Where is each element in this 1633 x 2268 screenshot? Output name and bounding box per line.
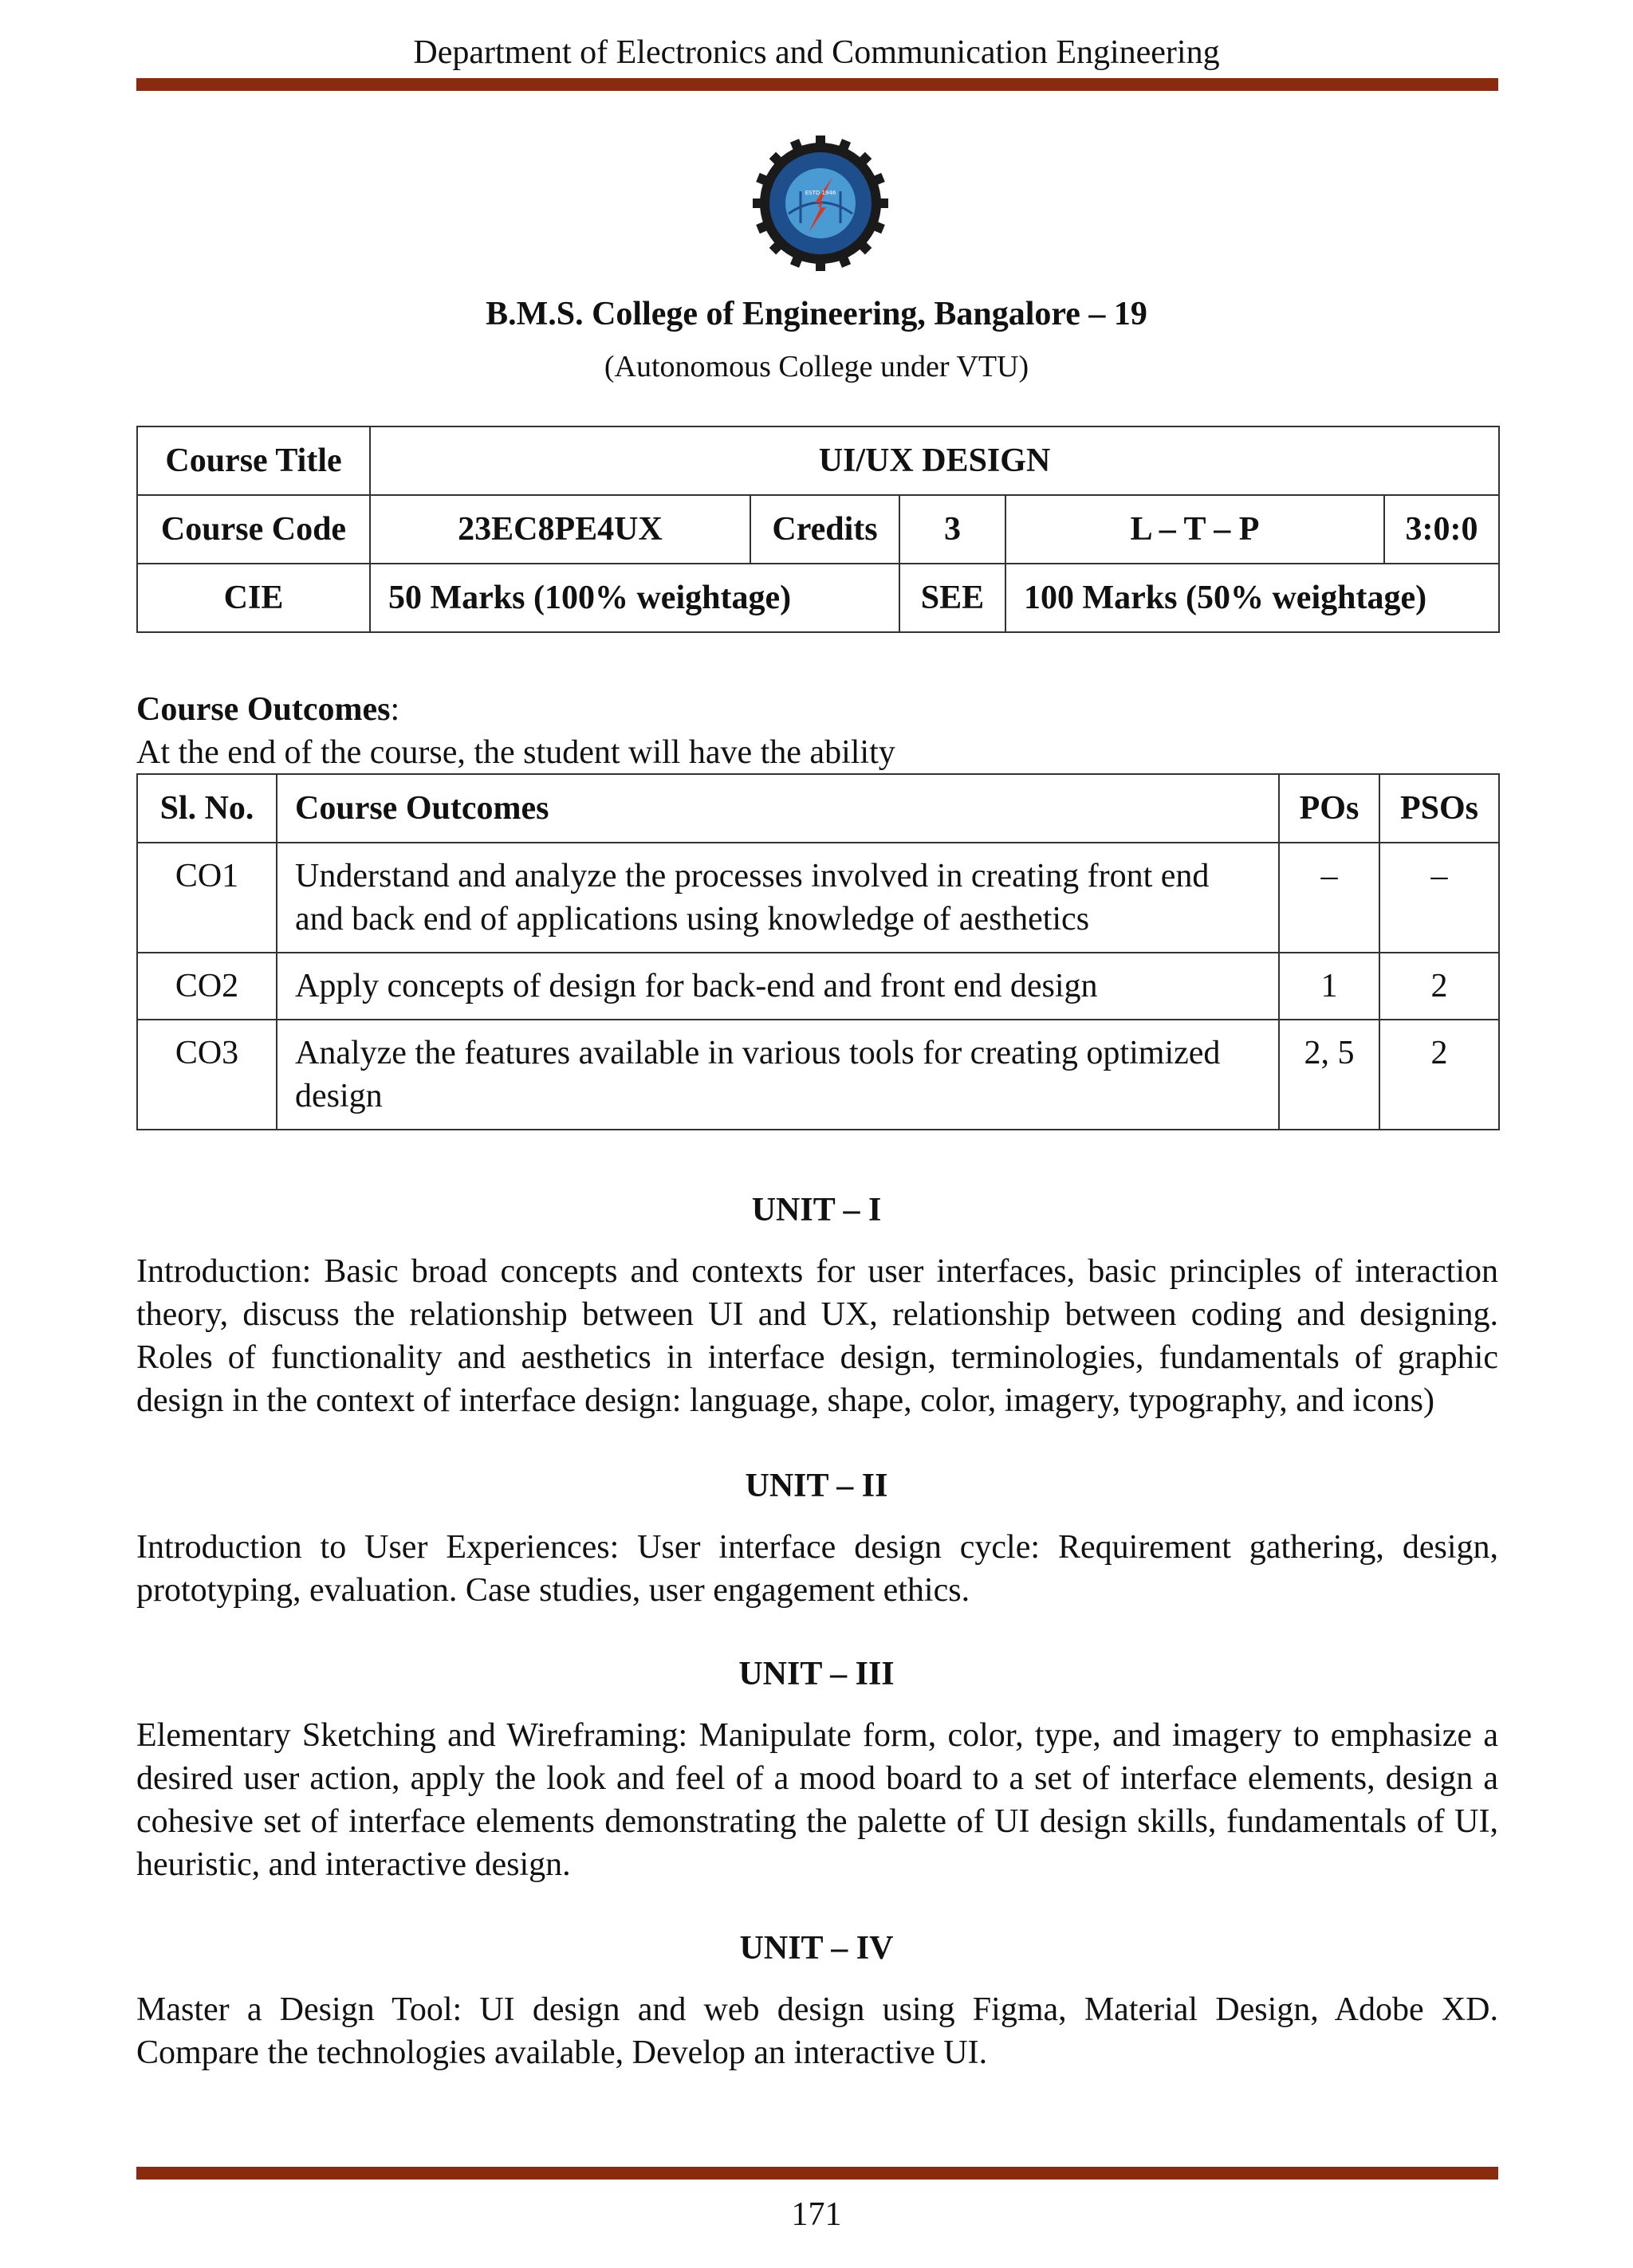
- see-value: 100 Marks (50% weightage): [1005, 564, 1499, 632]
- co-pos: 2, 5: [1279, 1020, 1379, 1130]
- co-id: CO2: [137, 953, 277, 1020]
- course-title-label: Course Title: [137, 426, 370, 495]
- course-outcomes-intro: At the end of the course, the student will have the ability: [136, 734, 895, 771]
- course-outcomes-heading: Course Outcomes:: [136, 691, 400, 728]
- footer-rule: [136, 2167, 1498, 2180]
- course-outcomes-table: [136, 773, 1500, 1130]
- co-psos: 2: [1379, 1020, 1499, 1130]
- column-header: Course Outcomes: [277, 774, 1279, 843]
- credits-value: 3: [899, 495, 1005, 564]
- table-row: [137, 1020, 1499, 1130]
- unit-1-text: Introduction: Basic broad concepts and contexts for user interfaces, basic principles of interaction theory, discuss the relationship between UI and UX, relationship between coding and designing. Roles of functionality and aesthetics in interface design, terminologies, fundamentals of graphic design in the context of interface design: language, shape, color, imagery, typography, and icons): [136, 1253, 1498, 1419]
- unit-2-text: Introduction to User Experiences: User interface design cycle: Requirement gathering, design, prototyping, evaluation. Case studies, user engagement ethics.: [136, 1529, 1498, 1609]
- column-header: POs: [1279, 774, 1379, 843]
- college-logo: [753, 136, 888, 271]
- co-id: CO1: [137, 843, 277, 953]
- unit-4-title: UNIT – IV: [739, 1930, 894, 1967]
- college-subtitle: (Autonomous College under VTU): [604, 350, 1029, 383]
- co-id: CO3: [137, 1020, 277, 1130]
- credits-label: Credits: [750, 495, 899, 564]
- ltp-value: 3:0:0: [1384, 495, 1499, 564]
- unit-2-title: UNIT – II: [745, 1468, 888, 1504]
- cie-label: CIE: [137, 564, 370, 632]
- unit-1-title: UNIT – I: [751, 1192, 882, 1228]
- unit-3-text: Elementary Sketching and Wireframing: Manipulate form, color, type, and imagery to emphasize a desired user action, apply the look and feel of a mood board to a set of interface elements, design a cohesive set of interface elements demonstrating the palette of UI design skills, fundamentals of UI, heuristic, and interactive design.: [136, 1717, 1498, 1883]
- co-psos: 2: [1379, 953, 1499, 1020]
- co-text: Analyze the features available in various tools for creating optimized design: [277, 1020, 1279, 1130]
- header-rule: [136, 78, 1498, 91]
- department-header: Department of Electronics and Communication Engineering: [413, 34, 1220, 71]
- see-label: SEE: [899, 564, 1005, 632]
- table-row: [137, 953, 1499, 1020]
- course-info-table: [136, 426, 1500, 633]
- course-code-label: Course Code: [137, 495, 370, 564]
- co-text: Understand and analyze the processes involved in creating front end and back end of applications using knowledge of aesthetics: [277, 843, 1279, 953]
- course-code-value: 23EC8PE4UX: [370, 495, 750, 564]
- logo-center-text: ESTD 1946: [805, 190, 836, 196]
- co-pos: –: [1279, 843, 1379, 953]
- unit-4-text: Master a Design Tool: UI design and web design using Figma, Material Design, Adobe XD. Compare the technologies available, Develop an interactive UI.: [136, 1991, 1498, 2071]
- co-psos: –: [1379, 843, 1499, 953]
- column-header: PSOs: [1379, 774, 1499, 843]
- ltp-label: L – T – P: [1005, 495, 1384, 564]
- page-number: 171: [791, 2196, 842, 2233]
- unit-3-title: UNIT – III: [738, 1656, 895, 1692]
- college-name: B.M.S. College of Engineering, Bangalore – 19: [486, 296, 1147, 332]
- course-title-value: UI/UX DESIGN: [370, 426, 1499, 495]
- co-text: Apply concepts of design for back-end and front end design: [277, 953, 1279, 1020]
- column-header: Sl. No.: [137, 774, 277, 843]
- co-pos: 1: [1279, 953, 1379, 1020]
- table-row: [137, 843, 1499, 953]
- cie-value: 50 Marks (100% weightage): [370, 564, 899, 632]
